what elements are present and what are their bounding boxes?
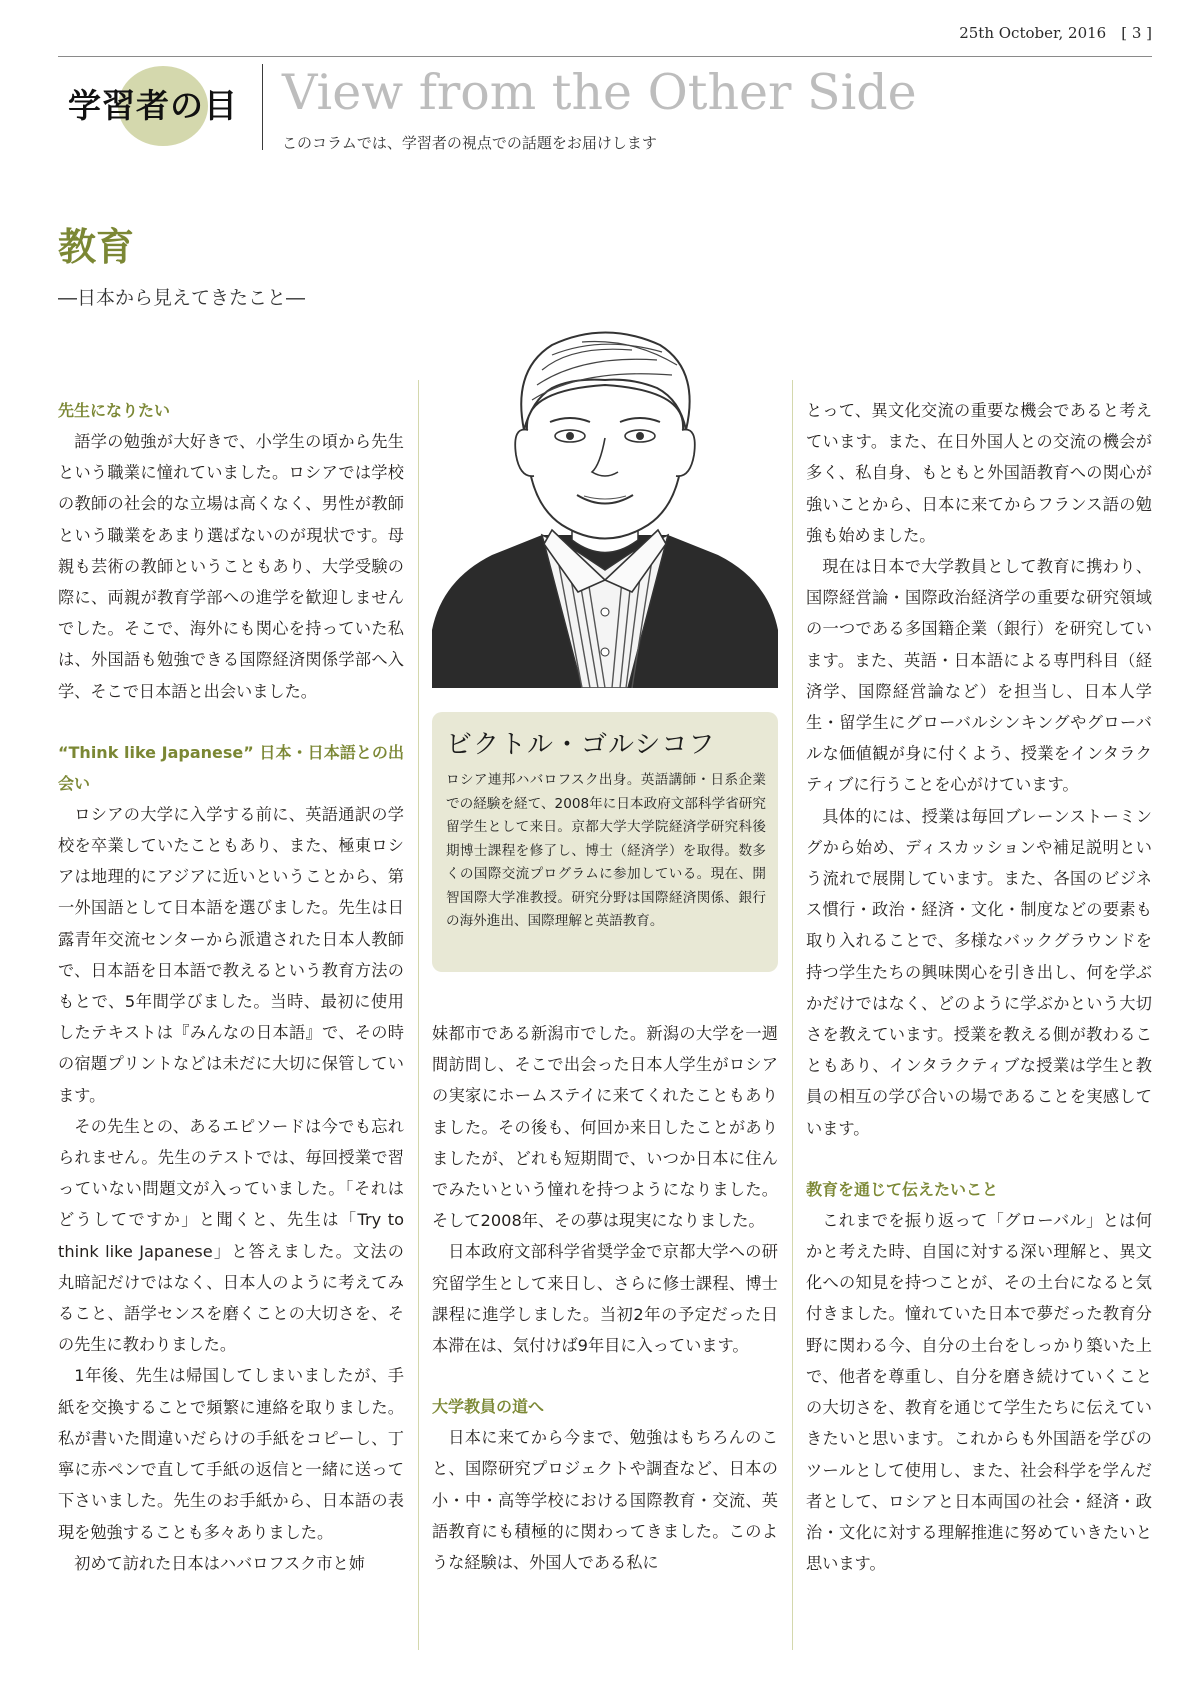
section-heading: 先生になりたい: [58, 401, 171, 420]
paragraph: 現在は日本で大学教員として教育に携わり、国際経営論・国際政治経済学の重要な研究領域の一つである多国籍企業（銀行）を研究しています。また、英語・日本語による専門科目（経済学、国際経営論など）を担当し、日本人学生・留学生にグローバルシンキングやグローバルな価値観が身に付くよう、授業をインタラクティブに行うことを心がけています。: [806, 557, 1152, 795]
paragraph: 1年後、先生は帰国してしまいましたが、手紙を交換することで頻繁に連絡を取りました。私が書いた間違いだらけの手紙をコピーし、丁寧に赤ペンで直して手紙の返信と一緒に送って下さいました。先生のお手紙から、日本語の表現を勉強することも多々ありました。: [58, 1366, 404, 1542]
article-column-1: [58, 395, 404, 1579]
paragraph: ロシアの大学に入学する前に、英語通訳の学校を卒業していたこともあり、また、極東ロシアは地理的にアジアに近いということから、第一外国語として日本語を選びました。先生は日露青年交流センターから派遣された日本人教師で、日本語を日本語で教えるという教育方法のもとで、5年間学びました。当時、最初に使用したテキストは『みんなの日本語』で、その時の宿題プリントなどは未だに大切に保管しています。: [58, 804, 404, 1105]
column-divider-right: [792, 380, 793, 1650]
header-rule: [58, 56, 1152, 57]
paragraph: 妹都市である新潟市でした。新潟の大学を一週間訪問し、そこで出会った日本人学生がロシアの実家にホームステイに来てくれたこともありました。その後も、何回か来日したことがありましたが、どれも短期間で、いつか日本に住んでみたいという憧れを持つようになりました。そして2008年、その夢は現実になりました。: [432, 1024, 778, 1231]
date-page-number: 25th October, 2016 [ 3 ]: [959, 24, 1152, 42]
paragraph: 日本に来てから今まで、勉強はもちろんのこと、国際研究プロジェクトや調査など、日本の小・中・高等学校における国際教育・交流、英語教育にも積極的に関わってきました。このような経験は、外国人である私に: [432, 1428, 778, 1573]
profile-bio: ロシア連邦ハバロフスク出身。英語講師・日系企業での経験を経て、2008年に日本政府文部科学省研究留学生として来日。京都大学大学院経済学研究科後期博士課程を修了し、博士（経済学）を取得。数多くの国際交流プログラムに参加している。現在、開智国際大学准教授。研究分野は国際経済関係、銀行の海外進出、国際理解と英語教育。: [446, 772, 766, 929]
section-heading: 教育を通じて伝えたいこと: [806, 1179, 999, 1199]
profile-name: ビクトル・ゴルシコフ: [446, 730, 716, 760]
column-subtitle: このコラムでは、学習者の視点での話題をお届けします: [282, 134, 657, 152]
paragraph: 初めて訪れた日本はハバロフスク市と姉: [74, 1553, 365, 1573]
profile-box: [432, 712, 778, 972]
paragraph: 語学の勉強が大好きで、小学生の頃から先生という職業に憧れていました。ロシアでは学校の教師の社会的な立場は高くなく、男性が教師という職業をあまり選ばないのが現状です。母親も芸術の教師ということもあり、大学受験の際に、両親が教育学部への進学を歓迎しませんでした。そこで、海外にも関心を持っていた私は、外国語も勉強できる国際経済関係学部へ入学、そこで日本語と出会いました。: [58, 432, 404, 701]
column-title: View from the Other Side: [282, 64, 917, 121]
article-column-2: [432, 1018, 778, 1578]
paragraph: その先生との、あるエピソードは今でも忘れられません。先生のテストでは、毎回授業で習っていない問題文が入っていました。「それはどうしてですか」と聞くと、先生は「Try to think like Japanese」と答えました。文法の丸暗記だけではなく、日本人のように考えてみること、語学センスを磨くことの大切さを、その先生に教わりました。: [58, 1116, 404, 1355]
paragraph: これまでを振り返って「グローバル」とは何かと考えた時、自国に対する深い理解と、異文化への知見を持つことが、その土台になると気付きました。憧れていた日本で夢だった教育分野に関わる今、自分の土台をしっかり築いた上で、他者を尊重し、自分を磨き続けていくことの大切さを、教育を通じて学生たちに伝えていきたいと思います。これからも外国語を学びのツールとして使用し、また、社会科学を学んだ者として、ロシアと日本両国の社会・経済・政治・文化に対する理解推進に努めていきたいと思います。: [806, 1210, 1152, 1574]
column-divider-left: [418, 380, 419, 1650]
column-label: 学習者の目: [68, 86, 238, 125]
article-subtitle: ―日本から見えてきたこと―: [58, 287, 306, 309]
paragraph: とって、異文化交流の重要な機会であると考えています。また、在日外国人との交流の機会が多く、私自身、もともと外国語教育への関心が強いことから、日本に来てからフランス語の勉強も始めました。: [806, 401, 1152, 545]
article-title: 教育: [58, 225, 135, 269]
section-heading: 大学教員の道へ: [432, 1397, 545, 1417]
portrait-illustration-icon: [432, 330, 778, 688]
section-heading: “Think like Japanese” 日本・日本語との出会い: [58, 742, 404, 793]
paragraph: 具体的には、授業は毎回ブレーンストーミングから始め、ディスカッションや補足説明という流れで展開しています。また、各国のビジネス慣行・政治・経済・文化・制度などの要素も取り入れることで、多様なバックグラウンドを持つ学生たちの興味関心を引き出し、何を学ぶかだけではなく、どのように学ぶかという大切さを教えています。授業を教える側が教わることもあり、インタラクティブな授業は学生と教員の相互の学び合いの場であることを実感しています。: [806, 806, 1152, 1138]
article-column-3: [806, 395, 1152, 1579]
paragraph: 日本政府文部科学省奨学金で京都大学への研究留学生として来日し、さらに修士課程、博士課程に進学しました。当初2年の予定だった日本滞在は、気付けば9年目に入っています。: [432, 1242, 778, 1356]
header-divider: [262, 64, 263, 150]
